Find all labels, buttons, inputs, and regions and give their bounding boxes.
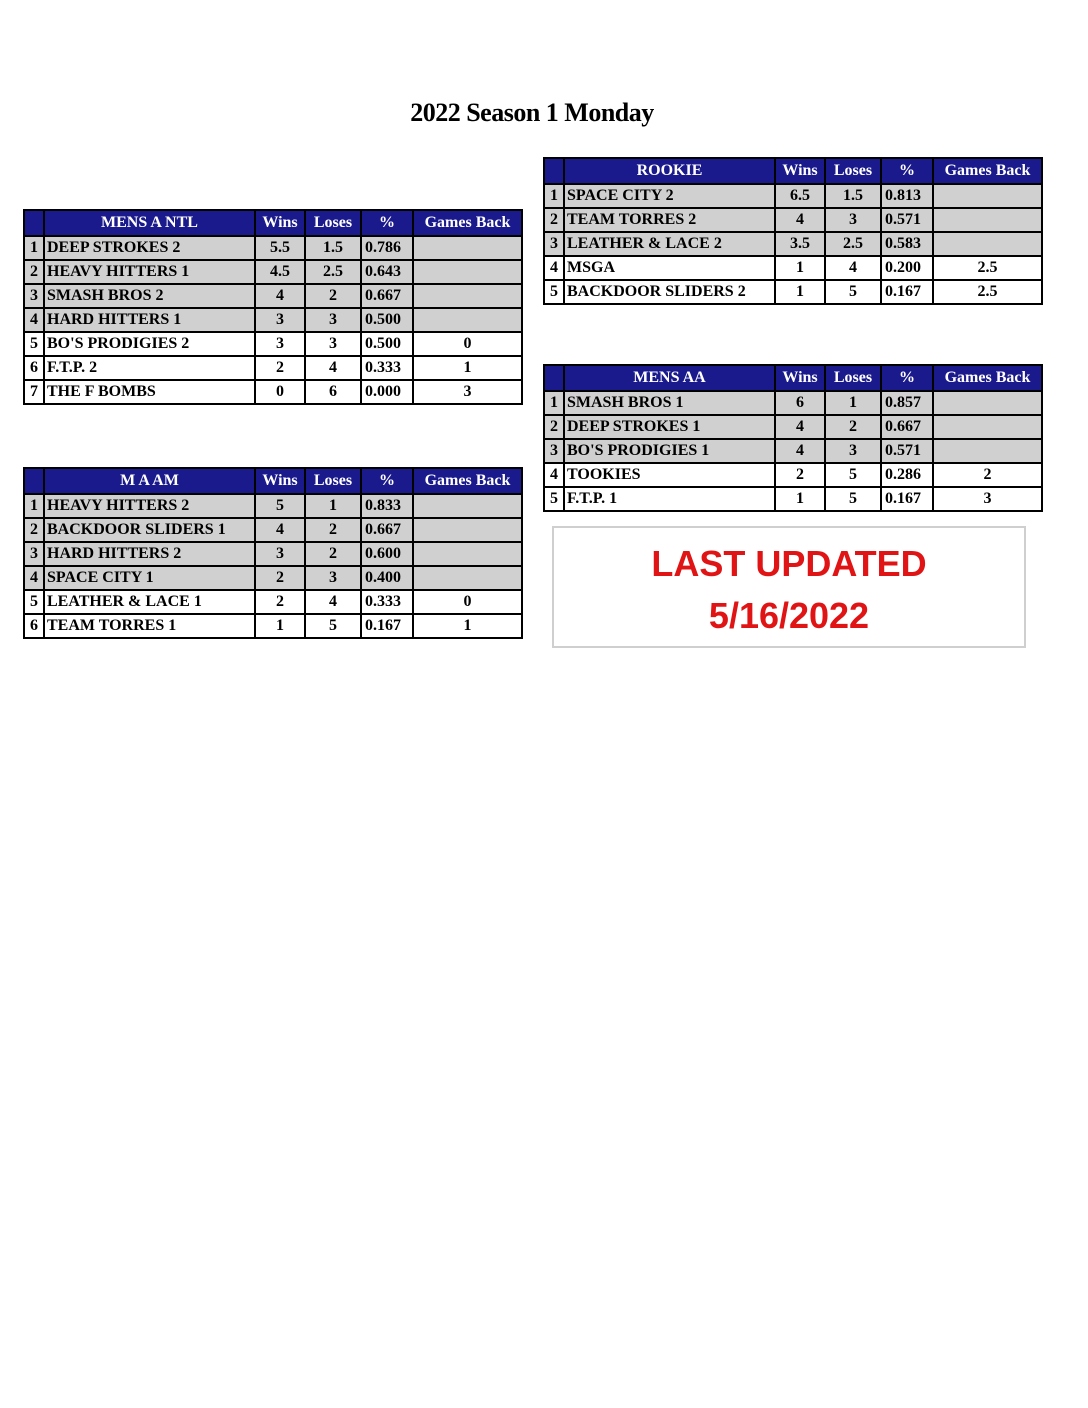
header-loses: Loses <box>825 158 881 184</box>
table-row <box>24 590 522 614</box>
wins-cell: 4 <box>255 518 305 542</box>
loses-cell: 1 <box>825 391 881 415</box>
header-rank <box>24 210 44 236</box>
pct-cell: 0.786 <box>361 236 413 260</box>
loses-cell: 4 <box>825 256 881 280</box>
header-pct: % <box>881 365 933 391</box>
loses-cell: 5 <box>825 280 881 304</box>
page-title: 2022 Season 1 Monday <box>410 98 654 127</box>
rank-cell: 5 <box>544 487 564 511</box>
table-row <box>24 284 522 308</box>
loses-cell: 2.5 <box>305 260 361 284</box>
loses-cell: 5 <box>825 463 881 487</box>
table-row <box>544 487 1042 511</box>
header-games-back: Games Back <box>933 158 1042 184</box>
table-row <box>544 232 1042 256</box>
wins-cell: 1 <box>255 614 305 638</box>
pct-cell: 0.583 <box>881 232 933 256</box>
pct-cell: 0.833 <box>361 494 413 518</box>
rank-cell: 2 <box>544 208 564 232</box>
games-back-cell <box>933 391 1042 415</box>
wins-cell: 3.5 <box>775 232 825 256</box>
pct-cell: 0.667 <box>881 415 933 439</box>
rank-cell: 4 <box>544 256 564 280</box>
table-row <box>24 542 522 566</box>
pct-cell: 0.857 <box>881 391 933 415</box>
header-loses: Loses <box>825 365 881 391</box>
wins-cell: 5 <box>255 494 305 518</box>
header-games-back: Games Back <box>413 210 522 236</box>
header-wins: Wins <box>775 365 825 391</box>
table-row <box>24 356 522 380</box>
rank-cell: 3 <box>24 284 44 308</box>
wins-cell: 2 <box>255 590 305 614</box>
team-cell: LEATHER & LACE 2 <box>564 232 775 256</box>
table-row <box>24 332 522 356</box>
pct-cell: 0.667 <box>361 518 413 542</box>
loses-cell: 1.5 <box>825 184 881 208</box>
team-cell: BO'S PRODIGIES 2 <box>44 332 255 356</box>
loses-cell: 4 <box>305 590 361 614</box>
games-back-cell <box>413 518 522 542</box>
games-back-cell: 1 <box>413 614 522 638</box>
wins-cell: 3 <box>255 542 305 566</box>
standings-table-mens-a-ntl <box>23 209 523 405</box>
header-division: MENS AA <box>564 365 775 391</box>
team-cell: HEAVY HITTERS 1 <box>44 260 255 284</box>
wins-cell: 4 <box>775 208 825 232</box>
header-rank <box>24 468 44 494</box>
header-loses: Loses <box>305 210 361 236</box>
rank-cell: 3 <box>544 232 564 256</box>
games-back-cell: 2.5 <box>933 280 1042 304</box>
games-back-cell <box>413 284 522 308</box>
header-division: MENS A NTL <box>44 210 255 236</box>
table-row <box>24 494 522 518</box>
pct-cell: 0.333 <box>361 356 413 380</box>
table-header <box>24 210 522 236</box>
pct-cell: 0.643 <box>361 260 413 284</box>
wins-cell: 1 <box>775 280 825 304</box>
rank-cell: 4 <box>24 566 44 590</box>
pct-cell: 0.200 <box>881 256 933 280</box>
loses-cell: 2 <box>825 415 881 439</box>
wins-cell: 2 <box>255 566 305 590</box>
team-cell: F.T.P. 2 <box>44 356 255 380</box>
team-cell: BACKDOOR SLIDERS 2 <box>564 280 775 304</box>
rank-cell: 5 <box>24 590 44 614</box>
wins-cell: 4 <box>255 284 305 308</box>
pct-cell: 0.571 <box>881 439 933 463</box>
games-back-cell: 1 <box>413 356 522 380</box>
wins-cell: 0 <box>255 380 305 404</box>
loses-cell: 3 <box>825 208 881 232</box>
loses-cell: 4 <box>305 356 361 380</box>
rank-cell: 1 <box>544 184 564 208</box>
team-cell: SPACE CITY 1 <box>44 566 255 590</box>
header-games-back: Games Back <box>413 468 522 494</box>
rank-cell: 7 <box>24 380 44 404</box>
table-row <box>544 439 1042 463</box>
pct-cell: 0.167 <box>881 487 933 511</box>
header-loses: Loses <box>305 468 361 494</box>
team-cell: BACKDOOR SLIDERS 1 <box>44 518 255 542</box>
team-cell: LEATHER & LACE 1 <box>44 590 255 614</box>
games-back-cell: 0 <box>413 332 522 356</box>
table-row <box>24 518 522 542</box>
wins-cell: 5.5 <box>255 236 305 260</box>
loses-cell: 3 <box>305 308 361 332</box>
loses-cell: 5 <box>825 487 881 511</box>
loses-cell: 2 <box>305 284 361 308</box>
header-rank <box>544 158 564 184</box>
games-back-cell <box>413 494 522 518</box>
wins-cell: 1 <box>775 487 825 511</box>
team-cell: BO'S PRODIGIES 1 <box>564 439 775 463</box>
rank-cell: 3 <box>544 439 564 463</box>
table-header <box>544 365 1042 391</box>
pct-cell: 0.167 <box>361 614 413 638</box>
table-row <box>24 566 522 590</box>
header-division: ROOKIE <box>564 158 775 184</box>
team-cell: HARD HITTERS 1 <box>44 308 255 332</box>
wins-cell: 6.5 <box>775 184 825 208</box>
games-back-cell: 0 <box>413 590 522 614</box>
table-row <box>544 415 1042 439</box>
wins-cell: 4 <box>775 439 825 463</box>
rank-cell: 4 <box>544 463 564 487</box>
loses-cell: 2.5 <box>825 232 881 256</box>
games-back-cell <box>933 439 1042 463</box>
pct-cell: 0.000 <box>361 380 413 404</box>
standings-table-rookie <box>543 157 1043 305</box>
wins-cell: 4.5 <box>255 260 305 284</box>
table-row <box>544 463 1042 487</box>
games-back-cell <box>933 415 1042 439</box>
header-pct: % <box>361 468 413 494</box>
rank-cell: 2 <box>24 518 44 542</box>
rank-cell: 1 <box>544 391 564 415</box>
loses-cell: 1 <box>305 494 361 518</box>
games-back-cell: 3 <box>933 487 1042 511</box>
standings-table-mens-aa <box>543 364 1043 512</box>
table-row <box>24 380 522 404</box>
team-cell: MSGA <box>564 256 775 280</box>
wins-cell: 3 <box>255 332 305 356</box>
table-row <box>24 308 522 332</box>
standings-table-m-a-am <box>23 467 523 639</box>
wins-cell: 2 <box>255 356 305 380</box>
team-cell: SMASH BROS 1 <box>564 391 775 415</box>
pct-cell: 0.400 <box>361 566 413 590</box>
wins-cell: 6 <box>775 391 825 415</box>
rank-cell: 6 <box>24 356 44 380</box>
table-row <box>544 208 1042 232</box>
header-wins: Wins <box>775 158 825 184</box>
loses-cell: 3 <box>305 332 361 356</box>
wins-cell: 1 <box>775 256 825 280</box>
loses-cell: 2 <box>305 518 361 542</box>
team-cell: DEEP STROKES 1 <box>564 415 775 439</box>
rank-cell: 2 <box>544 415 564 439</box>
wins-cell: 4 <box>775 415 825 439</box>
loses-cell: 1.5 <box>305 236 361 260</box>
table-row <box>544 256 1042 280</box>
pct-cell: 0.333 <box>361 590 413 614</box>
table-row <box>24 614 522 638</box>
header-wins: Wins <box>255 468 305 494</box>
last-updated-date: 5/16/2022 <box>708 595 870 636</box>
team-cell: HARD HITTERS 2 <box>44 542 255 566</box>
rank-cell: 1 <box>24 494 44 518</box>
table-header <box>544 158 1042 184</box>
header-rank <box>544 365 564 391</box>
header-pct: % <box>361 210 413 236</box>
team-cell: SPACE CITY 2 <box>564 184 775 208</box>
wins-cell: 2 <box>775 463 825 487</box>
rank-cell: 2 <box>24 260 44 284</box>
team-cell: TEAM TORRES 1 <box>44 614 255 638</box>
rank-cell: 3 <box>24 542 44 566</box>
loses-cell: 2 <box>305 542 361 566</box>
games-back-cell <box>413 236 522 260</box>
table-row <box>544 280 1042 304</box>
games-back-cell <box>933 184 1042 208</box>
last-updated-label: LAST UPDATED <box>651 543 927 584</box>
team-cell: TEAM TORRES 2 <box>564 208 775 232</box>
games-back-cell <box>413 260 522 284</box>
header-division: M A AM <box>44 468 255 494</box>
pct-cell: 0.286 <box>881 463 933 487</box>
team-cell: SMASH BROS 2 <box>44 284 255 308</box>
team-cell: TOOKIES <box>564 463 775 487</box>
loses-cell: 3 <box>305 566 361 590</box>
table-row <box>544 184 1042 208</box>
games-back-cell: 3 <box>413 380 522 404</box>
header-games-back: Games Back <box>933 365 1042 391</box>
wins-cell: 3 <box>255 308 305 332</box>
table-row <box>24 236 522 260</box>
loses-cell: 5 <box>305 614 361 638</box>
games-back-cell <box>933 208 1042 232</box>
team-cell: THE F BOMBS <box>44 380 255 404</box>
games-back-cell <box>933 232 1042 256</box>
games-back-cell <box>413 566 522 590</box>
pct-cell: 0.500 <box>361 332 413 356</box>
team-cell: F.T.P. 1 <box>564 487 775 511</box>
header-wins: Wins <box>255 210 305 236</box>
games-back-cell: 2 <box>933 463 1042 487</box>
pct-cell: 0.500 <box>361 308 413 332</box>
pct-cell: 0.571 <box>881 208 933 232</box>
pct-cell: 0.600 <box>361 542 413 566</box>
table-row <box>544 391 1042 415</box>
rank-cell: 6 <box>24 614 44 638</box>
team-cell: HEAVY HITTERS 2 <box>44 494 255 518</box>
last-updated-notice <box>552 526 1026 648</box>
rank-cell: 4 <box>24 308 44 332</box>
table-header <box>24 468 522 494</box>
games-back-cell <box>413 308 522 332</box>
loses-cell: 3 <box>825 439 881 463</box>
rank-cell: 5 <box>544 280 564 304</box>
games-back-cell <box>413 542 522 566</box>
team-cell: DEEP STROKES 2 <box>44 236 255 260</box>
rank-cell: 1 <box>24 236 44 260</box>
header-pct: % <box>881 158 933 184</box>
pct-cell: 0.167 <box>881 280 933 304</box>
pct-cell: 0.667 <box>361 284 413 308</box>
rank-cell: 5 <box>24 332 44 356</box>
games-back-cell: 2.5 <box>933 256 1042 280</box>
loses-cell: 6 <box>305 380 361 404</box>
pct-cell: 0.813 <box>881 184 933 208</box>
table-row <box>24 260 522 284</box>
